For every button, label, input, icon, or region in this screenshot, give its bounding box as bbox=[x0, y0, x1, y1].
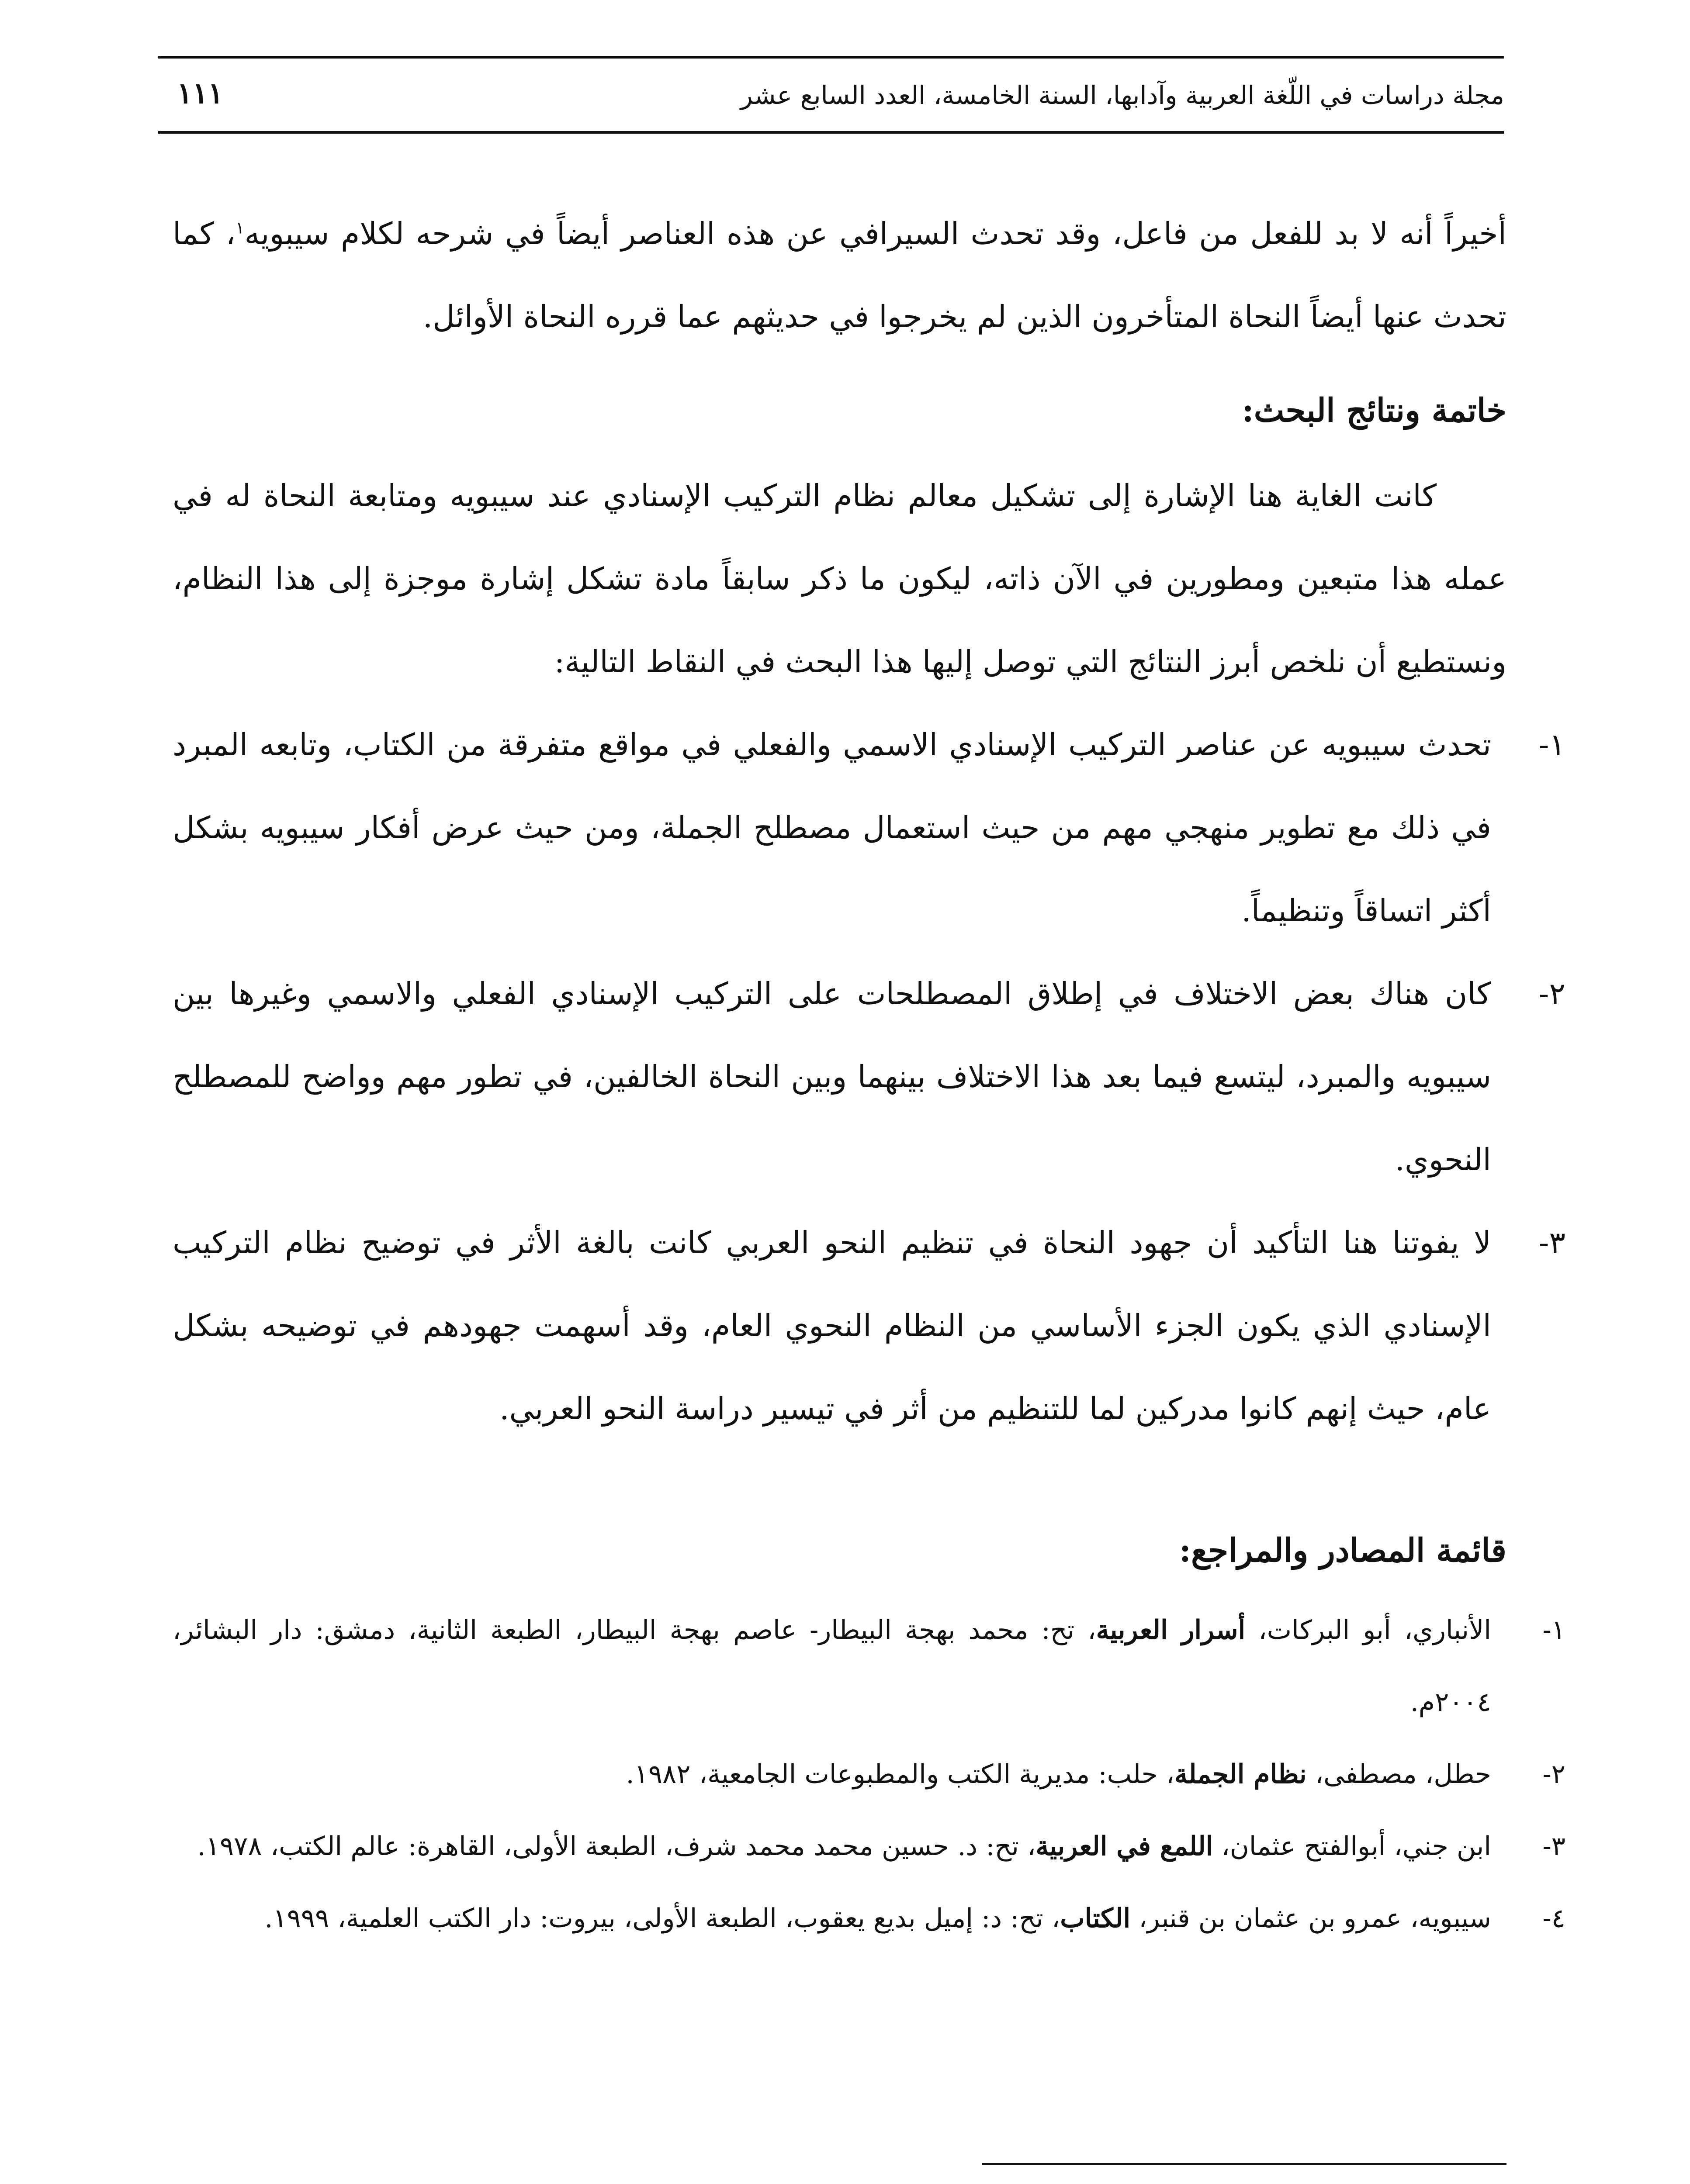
header-top-rule bbox=[158, 56, 1504, 59]
reference-author: حطل، مصطفى، bbox=[1306, 1759, 1491, 1790]
result-item-number: ٢- bbox=[1538, 976, 1565, 1012]
reference-item bbox=[173, 1811, 1565, 1883]
journal-title: مجلة دراسات في اللّغة العربية وآدابها، السنة الخامسة، العدد السابع عشر bbox=[740, 80, 1504, 110]
footnote-separator bbox=[982, 2163, 1506, 2165]
reference-title: اللمع في العربية bbox=[1035, 1831, 1213, 1862]
references-list bbox=[173, 1594, 1565, 1955]
result-item-text: لا يفوتنا هنا التأكيد أن جهود النحاة في تنظيم النحو العربي كانت بالغة الأثر في توضيح نظام التركيب الإسنادي الذي يكون الجزء الأساسي من النظام النحوي العام، وقد أسهمت جهودهم في توضيحه بشكل عام، حيث إنهم كانوا مدركين لما للتنظيم من أثر في تيسير دراسة النحو العربي. bbox=[173, 1225, 1491, 1427]
reference-author: سيبويه، عمرو بن عثمان بن قنبر، bbox=[1130, 1903, 1491, 1934]
results-list bbox=[173, 703, 1565, 1450]
footnote-reference[interactable]: ١ bbox=[235, 218, 245, 238]
conclusion-heading: خاتمة ونتائج البحث: bbox=[1242, 392, 1506, 429]
reference-title: الكتاب bbox=[1060, 1903, 1131, 1934]
reference-details: ، تح: د. حسين محمد محمد شرف، الطبعة الأولى، القاهرة: عالم الكتب، ١٩٧٨. bbox=[197, 1831, 1036, 1862]
reference-title: نظام الجملة bbox=[1174, 1759, 1307, 1790]
reference-item bbox=[173, 1594, 1565, 1738]
main-text-column bbox=[173, 192, 1565, 1955]
result-item bbox=[173, 703, 1565, 952]
reference-details: ، حلب: مديرية الكتب والمطبوعات الجامعية، ١٩٨٢. bbox=[626, 1759, 1174, 1790]
result-item-number: ٣- bbox=[1538, 1225, 1565, 1261]
reference-number: ٤- bbox=[1542, 1903, 1565, 1934]
page-number: ١١١ bbox=[177, 76, 224, 110]
reference-details: ، تح: د: إميل بديع يعقوب، الطبعة الأولى، بيروت: دار الكتب العلمية، ١٩٩٩. bbox=[264, 1903, 1060, 1934]
reference-item bbox=[173, 1738, 1565, 1811]
result-item-text: تحدث سيبويه عن عناصر التركيب الإسنادي الاسمي والفعلي في مواقع متفرقة من الكتاب، وتابعه المبرد في ذلك مع تطوير منهجي مهم من حيث استعمال مصطلح الجملة، ومن حيث عرض أفكار سيبويه بشكل أكثر اتساقاً وتنظيماً. bbox=[173, 727, 1491, 929]
intro-paragraph bbox=[173, 192, 1506, 358]
reference-details: ، تح: محمد بهجة البيطار- عاصم بهجة البيطار، الطبعة الثانية، دمشق: دار البشائر، ٢٠٠٤م. bbox=[173, 1615, 1491, 1717]
reference-number: ٣- bbox=[1542, 1831, 1565, 1862]
reference-author: الأنباري، أبو البركات، bbox=[1245, 1615, 1491, 1645]
reference-number: ١- bbox=[1542, 1615, 1565, 1645]
header-bottom-rule bbox=[158, 131, 1504, 134]
result-item-number: ١- bbox=[1538, 727, 1565, 763]
intro-text-continued: ، كما تحدث عنها أيضاً النحاة المتأخرون الذين لم يخرجوا في حديثهم عما قرره النحاة الأوائل. bbox=[173, 216, 1506, 335]
result-item-text: كان هناك بعض الاختلاف في إطلاق المصطلحات على التركيب الإسنادي الفعلي والاسمي وغيرها بين سيبويه والمبرد، ليتسع فيما بعد هذا الاختلاف بينهما وبين النحاة الخالفين، في تطور مهم وواضح للمصطلح النحوي. bbox=[173, 976, 1491, 1178]
reference-number: ٢- bbox=[1542, 1759, 1565, 1790]
references-heading: قائمة المصادر والمراجع: bbox=[1179, 1532, 1506, 1569]
reference-item bbox=[173, 1883, 1565, 1955]
conclusion-paragraph: كانت الغاية هنا الإشارة إلى تشكيل معالم نظام التركيب الإسنادي عند سيبويه ومتابعة النحاة له في عمله هذا متبعين ومطورين في الآن ذاته، ليكون ما ذكر سابقاً مادة تشكل إشارة موجزة إلى هذا النظام، ونستطيع أن نلخص أبرز النتائج التي توصل إليها هذا البحث في النقاط التالية: bbox=[173, 478, 1506, 680]
intro-text: أخيراً أنه لا بد للفعل من فاعل، وقد تحدث السيرافي عن هذه العناصر أيضاً في شرحه لكلام سيبويه bbox=[244, 216, 1506, 252]
result-item bbox=[173, 1201, 1565, 1450]
result-item bbox=[173, 952, 1565, 1201]
reference-title: أسرار العربية bbox=[1096, 1615, 1246, 1645]
reference-author: ابن جني، أبوالفتح عثمان، bbox=[1213, 1831, 1491, 1862]
